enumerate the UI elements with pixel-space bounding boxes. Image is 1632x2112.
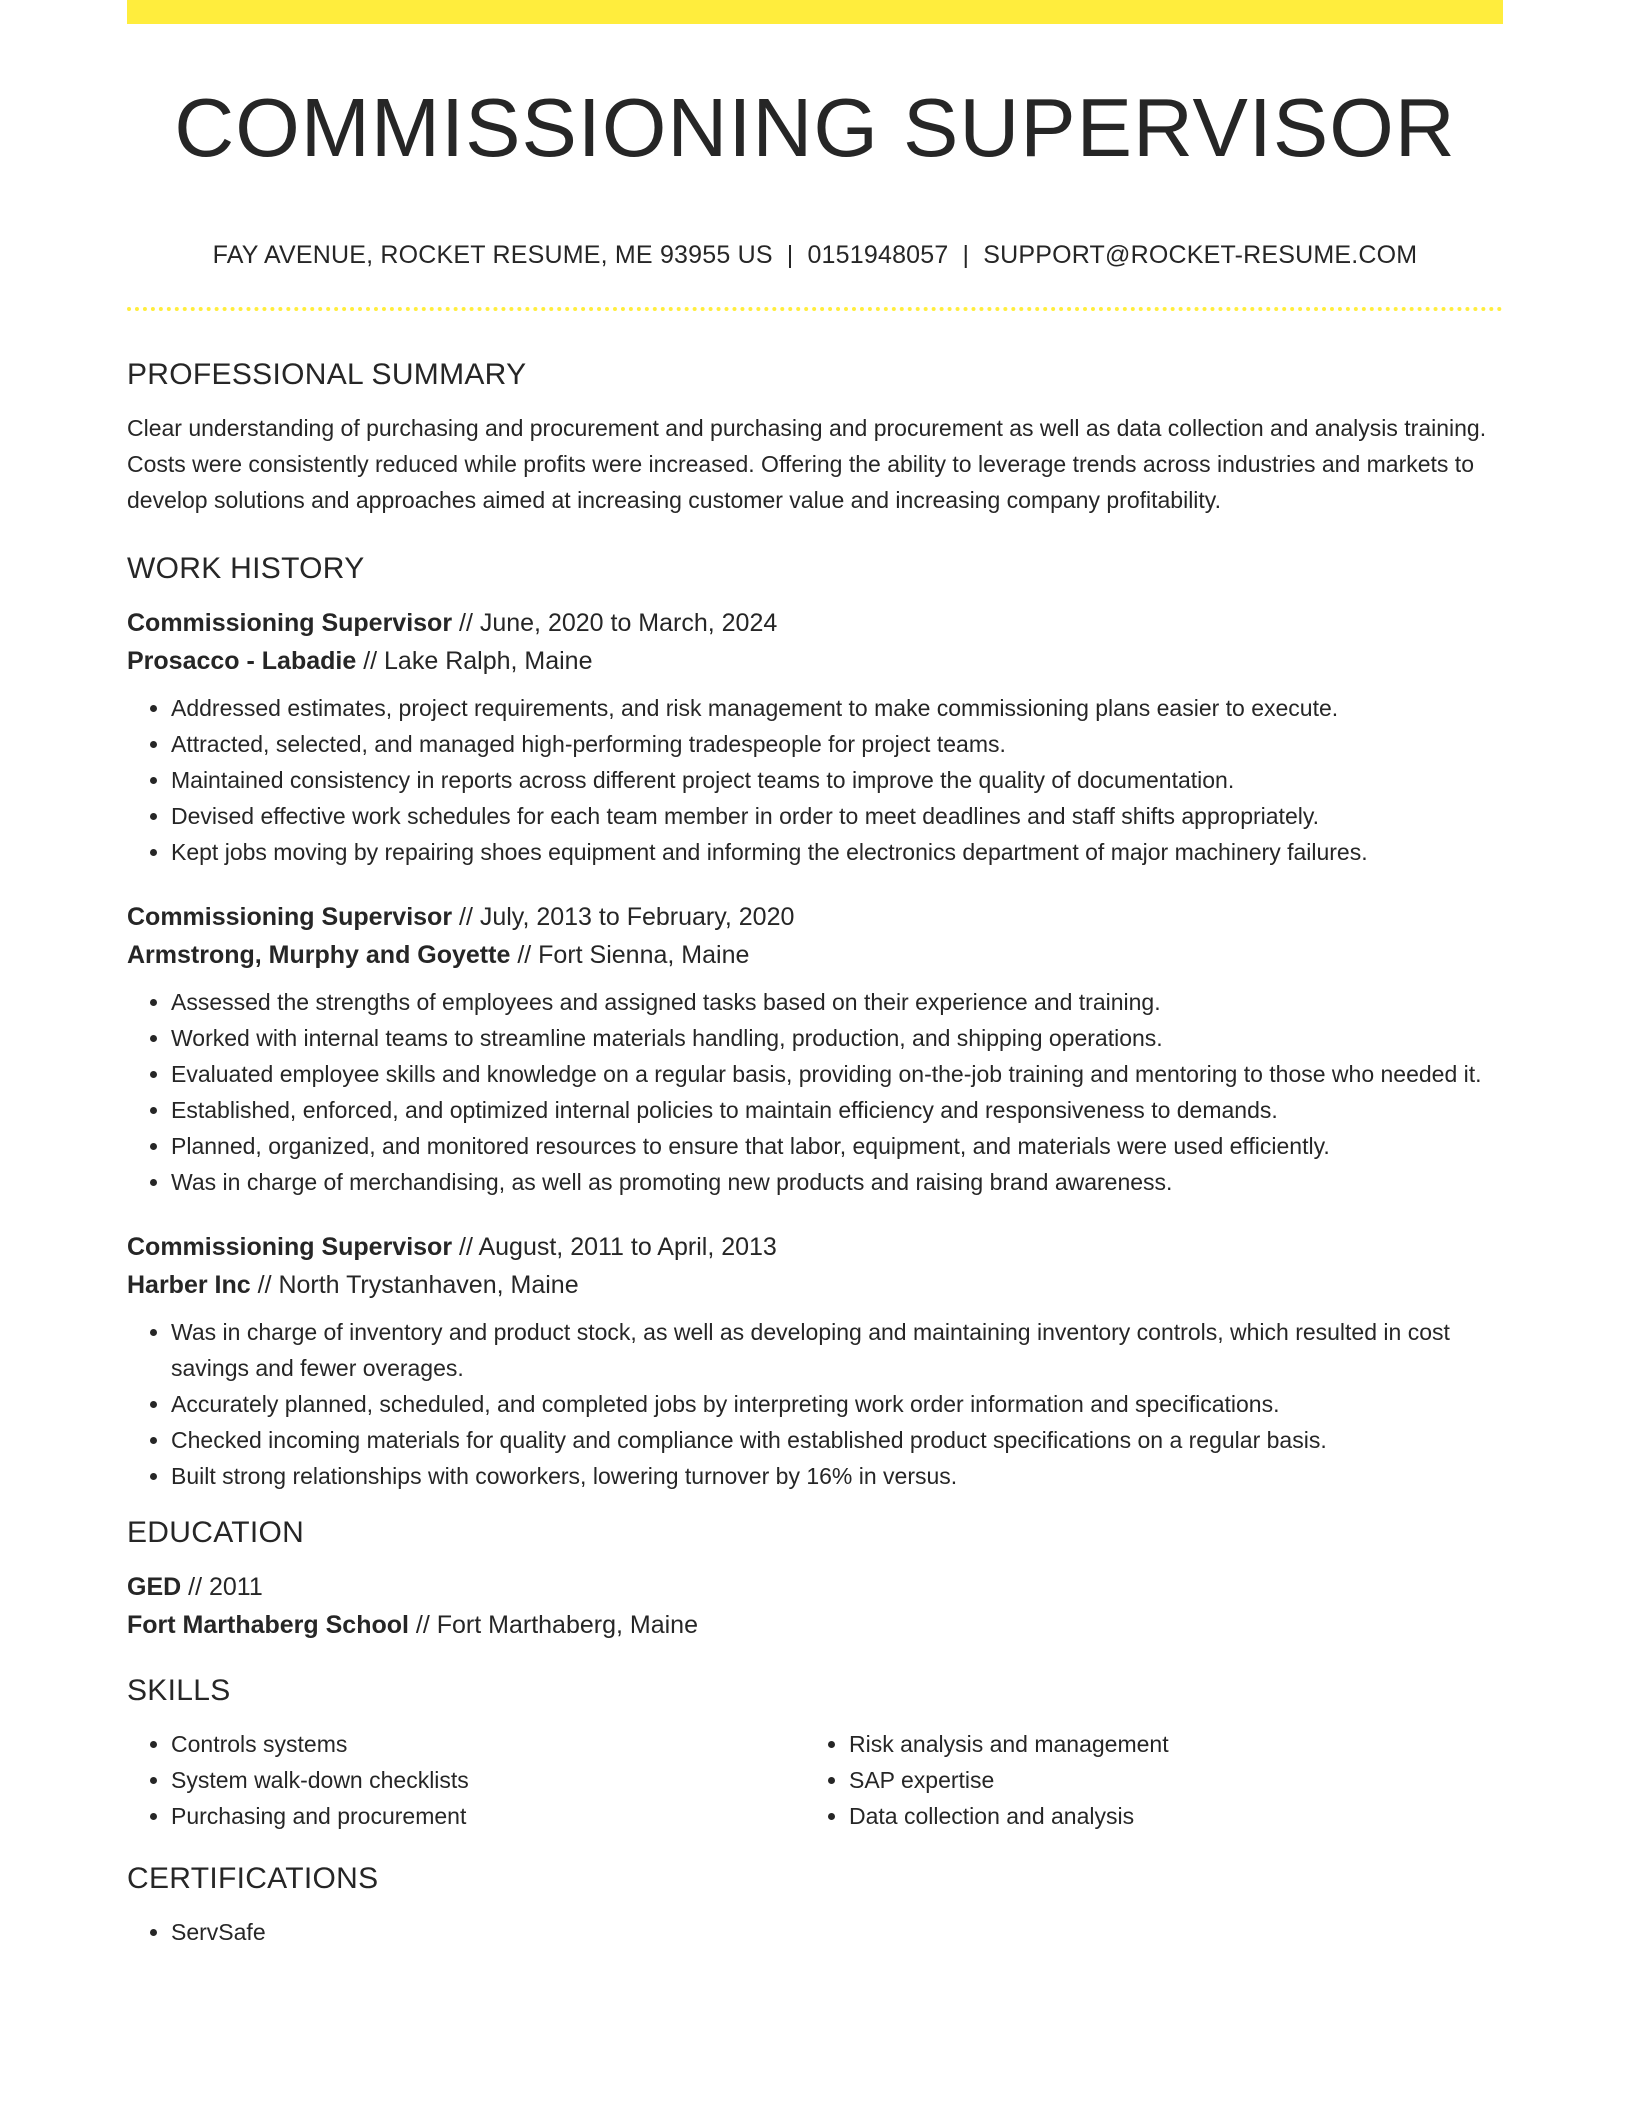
degree-year: // 2011 <box>181 1573 263 1601</box>
list-item: • Risk analysis and management <box>849 1726 1483 1762</box>
list-item: • Controls systems <box>171 1726 805 1762</box>
skills-column-left <box>127 1726 805 1834</box>
job-location: // North Trystanhaven, Maine <box>250 1271 579 1299</box>
contact-phone: 0151948057 <box>807 241 949 269</box>
list-item: • Devised effective work schedules for each team member in order to meet deadlines and staff shifts appropriately. <box>171 798 1503 834</box>
list-item: • Evaluated employee skills and knowledge on a regular basis, providing on-the-job training and mentoring to those who needed it. <box>171 1056 1503 1092</box>
resume-body <box>127 348 1503 1950</box>
skills-section <box>127 1664 1503 1834</box>
list-item: • Was in charge of merchandising, as well as promoting new products and raising brand awareness. <box>171 1164 1503 1200</box>
job-entry <box>127 604 1503 870</box>
certifications-heading: CERTIFICATIONS <box>127 1862 379 1895</box>
degree: GED <box>127 1573 182 1601</box>
work-history-heading: WORK HISTORY <box>127 552 365 585</box>
summary-section <box>127 348 1503 518</box>
skills-column-right <box>805 1726 1483 1834</box>
list-item: • ServSafe <box>171 1914 1503 1950</box>
list-item: • System walk-down checklists <box>171 1762 805 1798</box>
job-title: Commissioning Supervisor <box>127 903 453 931</box>
job-title-line <box>127 1228 1503 1266</box>
school: Fort Marthaberg School <box>127 1611 409 1639</box>
education-entry <box>127 1568 1503 1644</box>
job-company-line <box>127 936 1503 974</box>
job-entry <box>127 898 1503 1200</box>
list-item: • Kept jobs moving by repairing shoes equipment and informing the electronics department of major machinery failures. <box>171 834 1503 870</box>
job-company: Prosacco - Labadie <box>127 647 357 675</box>
list-item: • Planned, organized, and monitored resources to ensure that labor, equipment, and materials were used efficiently. <box>171 1128 1503 1164</box>
skills-grid <box>127 1726 1503 1834</box>
job-dates: // August, 2011 to April, 2013 <box>452 1233 777 1261</box>
contact-address: FAY AVENUE, ROCKET RESUME, ME 93955 US <box>212 241 773 269</box>
job-company: Armstrong, Murphy and Goyette <box>127 941 511 969</box>
contact-separator: | <box>786 241 794 269</box>
job-location: // Lake Ralph, Maine <box>356 647 593 675</box>
job-title: Commissioning Supervisor <box>127 1233 453 1261</box>
list-item: • SAP expertise <box>849 1762 1483 1798</box>
school-line <box>127 1606 1503 1644</box>
job-duties <box>127 1314 1503 1494</box>
list-item: • Accurately planned, scheduled, and completed jobs by interpreting work order information and specifications. <box>171 1386 1503 1422</box>
list-item: • Data collection and analysis <box>849 1798 1483 1834</box>
job-title-line <box>127 604 1503 642</box>
job-company: Harber Inc <box>127 1271 251 1299</box>
candidate-name: COMMISSIONING SUPERVISOR <box>174 81 1456 174</box>
job-duties <box>127 690 1503 870</box>
list-item: • Was in charge of inventory and product stock, as well as developing and maintaining inventory controls, which resulted in cost savings and fewer overages. <box>171 1314 1503 1386</box>
list-item: • Purchasing and procurement <box>171 1798 805 1834</box>
header-divider <box>127 307 1503 311</box>
degree-line <box>127 1568 1503 1606</box>
job-dates: // June, 2020 to March, 2024 <box>452 609 778 637</box>
job-company-line <box>127 1266 1503 1304</box>
list-item: • Assessed the strengths of employees and assigned tasks based on their experience and training. <box>171 984 1503 1020</box>
work-history-section <box>127 542 1503 1494</box>
list-item: • Built strong relationships with coworkers, lowering turnover by 16% in versus. <box>171 1458 1503 1494</box>
list-item: • Checked incoming materials for quality and compliance with established product specifications on a regular basis. <box>171 1422 1503 1458</box>
list-item: • Attracted, selected, and managed high-performing tradespeople for project teams. <box>171 726 1503 762</box>
list-item: • Addressed estimates, project requirements, and risk management to make commissioning plans easier to execute. <box>171 690 1503 726</box>
summary-heading: PROFESSIONAL SUMMARY <box>127 358 527 391</box>
education-heading: EDUCATION <box>127 1516 305 1549</box>
job-title-line <box>127 898 1503 936</box>
education-section <box>127 1506 1503 1644</box>
job-dates: // July, 2013 to February, 2020 <box>452 903 795 931</box>
contact-email: SUPPORT@ROCKET-RESUME.COM <box>983 241 1418 269</box>
job-duties <box>127 984 1503 1200</box>
list-item: • Maintained consistency in reports across different project teams to improve the quality of documentation. <box>171 762 1503 798</box>
top-accent-bar <box>127 0 1503 24</box>
contact-line <box>127 237 1503 273</box>
job-title: Commissioning Supervisor <box>127 609 453 637</box>
list-item: • Established, enforced, and optimized internal policies to maintain efficiency and responsiveness to demands. <box>171 1092 1503 1128</box>
summary-text: Clear understanding of purchasing and procurement and purchasing and procurement as well as data collection and analysis training. Costs were consistently reduced while profits were increased. Offering the ability to leverage trends across industries and markets to develop solutions and approaches aimed at increasing customer value and increasing company profitability. <box>127 415 1487 513</box>
school-location: // Fort Marthaberg, Maine <box>408 1611 698 1639</box>
job-location: // Fort Sienna, Maine <box>510 941 750 969</box>
skills-heading: SKILLS <box>127 1674 231 1707</box>
job-company-line <box>127 642 1503 680</box>
certifications-list <box>127 1914 1503 1950</box>
contact-separator: | <box>962 241 970 269</box>
list-item: • Worked with internal teams to streamline materials handling, production, and shipping operations. <box>171 1020 1503 1056</box>
certifications-section <box>127 1852 1503 1950</box>
job-entry <box>127 1228 1503 1494</box>
